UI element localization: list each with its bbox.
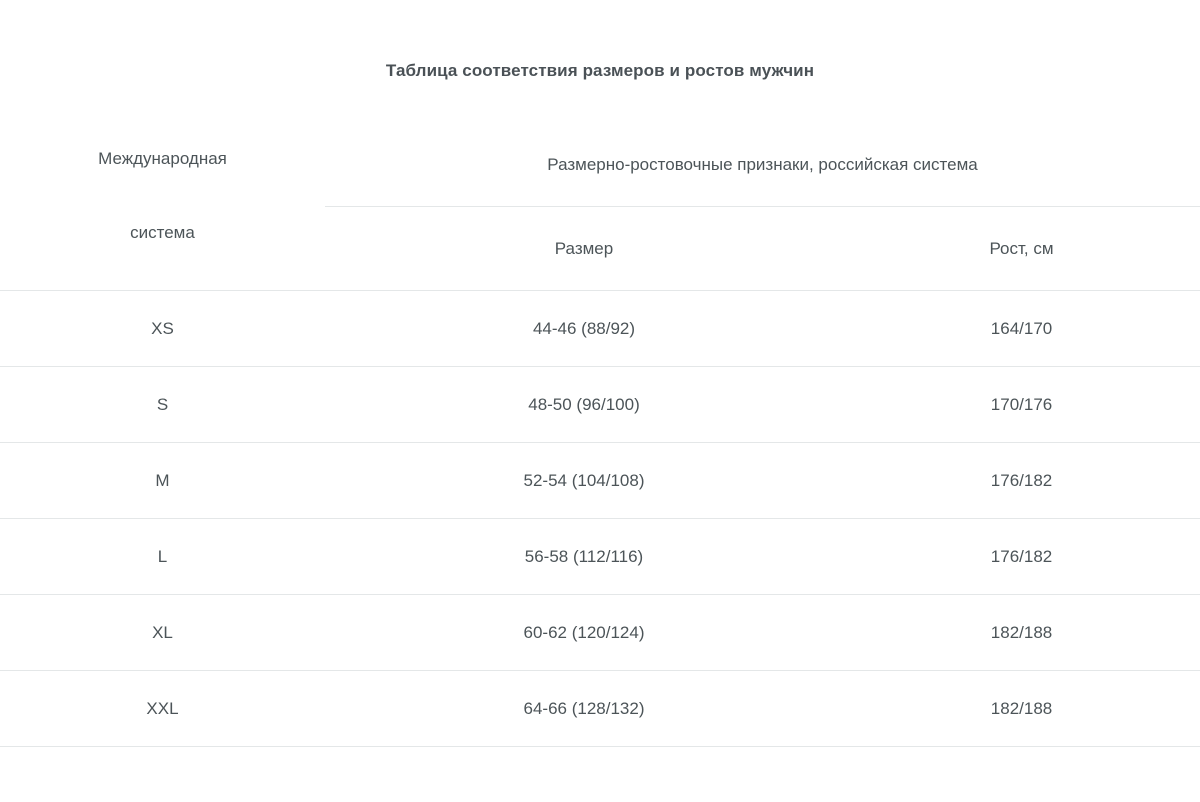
column-header-international-line2: система <box>130 223 195 242</box>
cell-international: XS <box>0 291 325 367</box>
column-header-international <box>0 123 325 291</box>
table-row <box>0 291 1200 367</box>
cell-height: 170/176 <box>843 367 1200 443</box>
table-row <box>0 519 1200 595</box>
cell-height: 176/182 <box>843 443 1200 519</box>
page-title: Таблица соответствия размеров и ростов мужчин <box>385 61 815 80</box>
cell-height: 182/188 <box>843 595 1200 671</box>
column-header-international-line1: Международная <box>98 149 227 168</box>
cell-international: XXL <box>0 671 325 747</box>
table-row <box>0 671 1200 747</box>
cell-height: 176/182 <box>843 519 1200 595</box>
cell-international: XL <box>0 595 325 671</box>
cell-international: L <box>0 519 325 595</box>
header-row-group <box>0 123 1200 207</box>
cell-international: S <box>0 367 325 443</box>
table-body <box>0 291 1200 747</box>
table-row <box>0 443 1200 519</box>
column-header-height: Рост, см <box>989 238 1054 258</box>
cell-size: 64-66 (128/132) <box>325 671 843 747</box>
cell-size: 44-46 (88/92) <box>325 291 843 367</box>
cell-size: 52-54 (104/108) <box>325 443 843 519</box>
bottom-spacer <box>0 747 1200 802</box>
table-row <box>0 367 1200 443</box>
column-header-group-russian: Размерно-ростовочные признаки, российская система <box>325 123 1200 207</box>
cell-height: 182/188 <box>843 671 1200 747</box>
table-head <box>0 123 1200 291</box>
size-chart-table <box>0 123 1200 747</box>
table-row <box>0 595 1200 671</box>
cell-size: 56-58 (112/116) <box>325 519 843 595</box>
column-header-size: Размер <box>554 238 614 258</box>
cell-size: 60-62 (120/124) <box>325 595 843 671</box>
cell-height: 164/170 <box>843 291 1200 367</box>
cell-size: 48-50 (96/100) <box>325 367 843 443</box>
cell-international: M <box>0 443 325 519</box>
